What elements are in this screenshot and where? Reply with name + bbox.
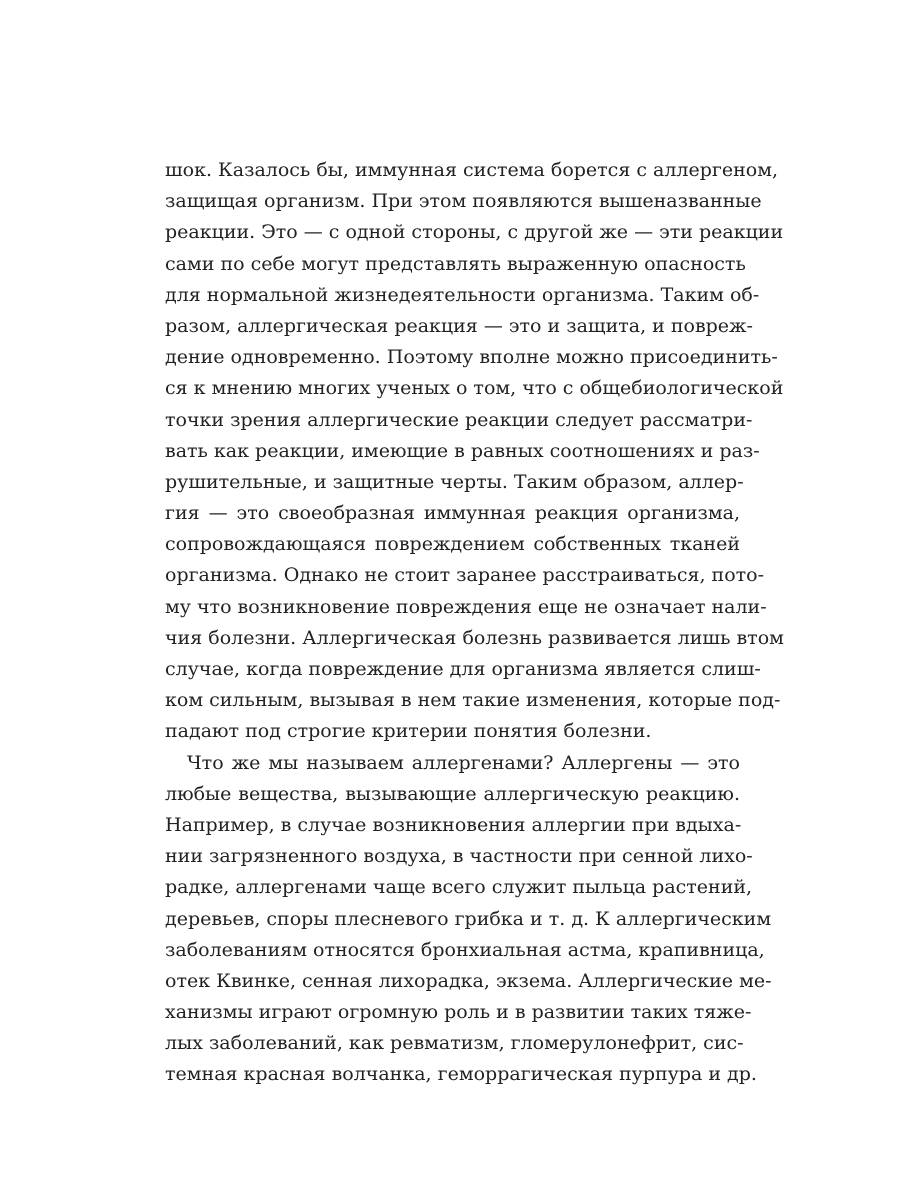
text-line: заболеваниям относятся бронхиальная астма, крапивница, [165,938,765,961]
text-line: точки зрения аллергические реакции следует рассматри- [165,408,753,431]
text-line: падают под строгие критерии понятия болезни. [165,720,652,743]
text-line: темная красная волчанка, геморрагическая пурпура и др. [165,1063,757,1086]
text-line: шок. Казалось бы, иммунная система борется с аллергеном, [165,159,779,181]
body-text [165,155,784,1091]
text-line: отек Квинке, сенная лихорадка, экзема. Аллергические ме- [165,969,772,992]
text-line: разом, аллергическая реакция — это и защита, и повреж- [165,314,753,337]
text-line: Например, в случае возникновения аллергии при вдыха- [165,813,742,836]
text-line: гия — это своеобразная иммунная реакция организма, [165,502,740,525]
text-line: нии загрязненного воздуха, в частности при сенной лихо- [165,845,753,868]
text-line: сами по себе могут представлять выраженную опасность [165,252,746,275]
text-line: реакции. Это — с одной стороны, с другой же — эти реакции [165,221,784,244]
text-line: ся к мнению многих ученых о том, что с общебиологической [165,377,784,400]
text-line: дение одновременно. Поэтому вполне можно присоединить- [165,346,778,369]
text-line: защищая организм. При этом появляются вышеназванные [165,190,762,213]
text-line: организма. Однако не стоит заранее расстраиваться, пото- [165,564,765,587]
paragraph-1 [165,155,784,748]
text-line: сопровождающаяся повреждением собственных тканей [165,533,740,556]
text-line: чия болезни. Аллергическая болезнь развивается лишь втом [165,626,784,649]
paragraph-2 [165,748,772,1091]
text-line: любые вещества, вызывающие аллергическую реакцию. [165,782,740,805]
text-line: ханизмы играют огромную роль и в развитии таких тяже- [165,1001,752,1024]
text-line: Что же мы называем аллергенами? Аллергены — это [187,751,740,774]
text-line: вать как реакции, имеющие в равных соотношениях и раз- [165,439,760,462]
text-line: случае, когда повреждение для организма является слиш- [165,658,761,680]
text-line: деревьев, споры плесневого грибка и т. д. К аллергическим [165,907,772,930]
text-line: рушительные, и защитные черты. Таким образом, аллер- [165,470,744,493]
text-line: ком сильным, вызывая в нем такие изменения, которые под- [165,689,781,712]
text-line: лых заболеваний, как ревматизм, гломерулонефрит, сис- [165,1032,744,1055]
text-line: радке, аллергенами чаще всего служит пыльца растений, [165,876,753,899]
text-line: для нормальной жизнедеятельности организма. Таким об- [165,283,760,306]
text-line: му что возникновение повреждения еще не означает нали- [165,595,767,618]
